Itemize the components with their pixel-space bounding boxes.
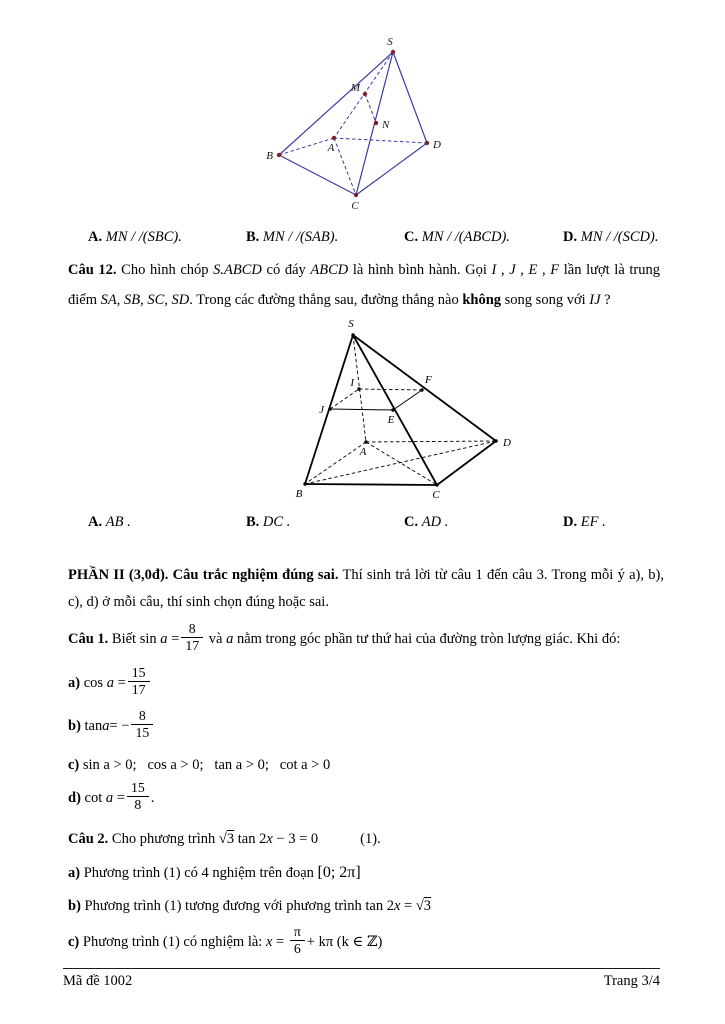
figure2-points xyxy=(303,333,497,486)
q11-option-c-letter: C. xyxy=(404,229,419,245)
cau2-item-a-label: a) xyxy=(68,865,81,881)
q12-option-c-math: AD . xyxy=(421,514,449,530)
q11-option-c xyxy=(404,229,510,246)
q12-option-a xyxy=(88,514,131,531)
figure1-dashed-edges xyxy=(279,52,427,195)
figure2-label-D: D xyxy=(503,437,511,449)
cau2-item-c: c) Phương trình (1) có nghiệm là: x = $\frac{\pi}{6}$ + kπ (k ∈ ℤ) xyxy=(68,924,383,957)
q12-option-a-math: AB . xyxy=(105,514,131,530)
cau1-item-a: a) cos a = $\frac{15}{17}$ xyxy=(68,667,152,701)
cau1-item-c-text: sin a > 0; cos a > 0; tan a > 0; cot a > 0 xyxy=(82,757,331,773)
question-12-label: Câu 12. xyxy=(68,262,117,278)
figure-pyramid-sabcd xyxy=(293,316,511,512)
sqrt-radical-2: √3 xyxy=(415,898,432,914)
figure2-label-S: S xyxy=(348,318,354,330)
cau1-label: Câu 1. xyxy=(68,631,109,648)
question-12-text: Câu 12. Cho hình chóp S.ABCD có đáy ABCD là hình bình hành. Gọi I , J , E , F lần lượt là trung điểm SA, SB, SC, SD. Trong các đường thẳng sau, đường thẳng nào không song song với IJ ? xyxy=(68,262,660,308)
q12-option-b-letter: B. xyxy=(246,514,260,530)
q11-option-b-letter: B. xyxy=(246,229,260,245)
footer-exam-code: Mã đề 1002 xyxy=(63,973,133,989)
figure1-label-D: D xyxy=(433,139,441,151)
q11-option-b xyxy=(246,229,338,246)
fraction-8-17: $\frac{8}{17}$ xyxy=(181,621,203,655)
q11-option-d-math: MN / /(SCD). xyxy=(580,229,659,245)
figure1-points xyxy=(277,50,429,197)
q11-option-d-letter: D. xyxy=(563,229,578,245)
part2-header xyxy=(68,562,664,616)
question-12-bold-khong: không xyxy=(462,292,502,308)
figure-pyramid-smn xyxy=(256,30,458,216)
figure1-label-B: B xyxy=(266,150,273,162)
q12-option-b-math: DC . xyxy=(262,514,291,530)
q11-option-c-math: MN / /(ABCD). xyxy=(421,229,510,245)
fraction-15-8: $\frac{15}{8}$ xyxy=(127,780,149,814)
q12-option-b xyxy=(246,514,290,531)
figure2-label-E: E xyxy=(387,414,395,426)
cau2-item-b: b) Phương trình (1) tương đương với phương trình tan 2x = √3 xyxy=(68,898,432,914)
cau2-statement: Câu 2. Cho phương trình √3 tan 2x − 3 = 0 (1). xyxy=(68,831,381,847)
q11-option-a xyxy=(88,229,182,246)
question-11-options xyxy=(0,229,725,249)
cau2-item-a: a) Phương trình (1) có 4 nghiệm trên đoạn [0; 2π] xyxy=(68,864,361,881)
figure2-label-I: I xyxy=(350,377,354,389)
cau2-label: Câu 2. xyxy=(68,831,109,847)
q12-option-d-letter: D. xyxy=(563,514,578,530)
cau2-item-c-label: c) xyxy=(68,934,80,951)
figure1-label-S: S xyxy=(387,36,393,48)
q12-option-c xyxy=(404,514,448,531)
q12-option-a-letter: A. xyxy=(88,514,103,530)
q11-option-b-math: MN / /(SAB). xyxy=(262,229,339,245)
q11-option-d xyxy=(563,229,658,246)
fraction-15-17: $\frac{15}{17}$ xyxy=(128,665,150,699)
page-footer xyxy=(63,968,660,990)
part2-header-rest: Thí sinh trả lời từ câu 1 đến câu 3. Trong mỗi ý a), b), c), d) ở mỗi câu, thí sinh chọn đúng hoặc sai. xyxy=(68,567,664,610)
interval-0-2pi: [0; 2π] xyxy=(317,864,361,881)
cau1-statement: Câu 1. Biết sin a = $\frac{8}{17}$ và a nằm trong góc phần tư thứ hai của đường tròn lượng giác. Khi đó: xyxy=(68,621,621,654)
cau1-item-c xyxy=(68,757,330,774)
figure1-label-A: A xyxy=(327,142,335,154)
cau1-item-c-label: c) xyxy=(68,757,80,773)
cau2-item-b-label: b) xyxy=(68,898,81,914)
figure2-label-J: J xyxy=(319,404,324,416)
part2-header-bold: PHẦN II (3,0đ). Câu trắc nghiệm đúng sai. xyxy=(68,567,339,583)
fraction-pi-6: $\frac{\pi}{6}$ xyxy=(290,924,305,958)
figure1-label-N: N xyxy=(382,119,390,131)
figure2-label-B: B xyxy=(295,488,303,500)
question-12-options xyxy=(0,514,725,534)
figure1-label-C: C xyxy=(351,200,359,212)
cau1-item-a-label: a) xyxy=(68,675,81,692)
q11-option-a-letter: A. xyxy=(88,229,103,245)
fraction-8-15: $\frac{8}{15}$ xyxy=(131,708,153,742)
cau1-item-d-label: d) xyxy=(68,790,81,807)
cau1-item-b: b) tana= − $\frac{8}{15}$ xyxy=(68,710,155,744)
equation-number: (1). xyxy=(360,831,381,847)
footer-page-number: Trang 3/4 xyxy=(603,973,660,989)
q12-option-d-math: EF . xyxy=(580,514,606,530)
q11-option-a-math: MN / /(SBC). xyxy=(105,229,182,245)
figure2-solid-thin-edges xyxy=(330,390,422,410)
figure2-label-C: C xyxy=(432,489,440,501)
figure2-label-A: A xyxy=(359,446,367,458)
figure1-label-M: M xyxy=(350,82,360,94)
cau1-item-b-label: b) xyxy=(68,718,81,735)
q12-option-c-letter: C. xyxy=(404,514,419,530)
cau1-item-d: d) cot a = $\frac{15}{8}$ . xyxy=(68,780,155,813)
sqrt-radical: √3 xyxy=(218,831,235,847)
figure1-solid-edges xyxy=(279,52,427,195)
q12-option-d xyxy=(563,514,606,531)
figure2-label-F: F xyxy=(425,374,432,386)
